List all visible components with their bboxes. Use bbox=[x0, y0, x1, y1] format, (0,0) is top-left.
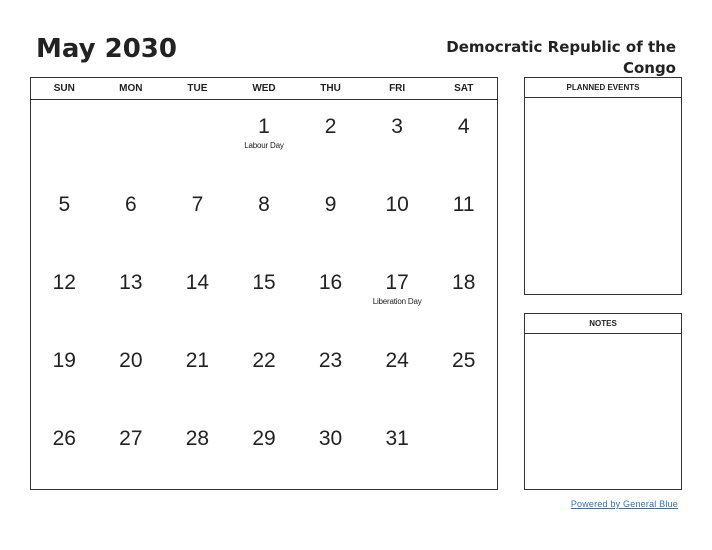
day-cell bbox=[164, 256, 231, 334]
day-number: 13 bbox=[119, 271, 143, 294]
page-title: May 2030 bbox=[36, 34, 177, 64]
day-cell bbox=[430, 334, 497, 412]
day-cell bbox=[164, 100, 231, 178]
day-number: 15 bbox=[252, 271, 276, 294]
day-cell bbox=[31, 178, 98, 256]
holiday-label: Labour Day bbox=[244, 141, 284, 150]
day-number: 28 bbox=[185, 427, 210, 450]
notes-panel bbox=[524, 313, 682, 490]
day-number: 31 bbox=[385, 427, 409, 450]
weekday-label: TUE bbox=[187, 83, 208, 94]
day-number: 14 bbox=[185, 271, 210, 294]
weekday-label: WED bbox=[252, 83, 276, 94]
day-number: 16 bbox=[318, 271, 343, 294]
day-number: 10 bbox=[385, 193, 409, 216]
day-number: 9 bbox=[324, 193, 337, 216]
day-number: 3 bbox=[391, 115, 403, 138]
day-cell bbox=[364, 178, 431, 256]
day-number: 20 bbox=[119, 349, 143, 372]
day-cell bbox=[297, 100, 364, 178]
day-number: 7 bbox=[191, 193, 204, 216]
weekday-label: FRI bbox=[389, 83, 406, 94]
country-name: Democratic Republic of the Congo bbox=[446, 38, 676, 77]
day-cell bbox=[430, 256, 497, 334]
day-number: 5 bbox=[58, 193, 71, 216]
weekday-label: SUN bbox=[53, 83, 75, 94]
day-cell bbox=[98, 334, 165, 412]
day-cell bbox=[364, 100, 431, 178]
day-cell bbox=[364, 412, 431, 490]
day-cell bbox=[430, 178, 497, 256]
day-cell bbox=[31, 412, 98, 490]
day-number: 23 bbox=[318, 349, 343, 372]
day-cell bbox=[98, 412, 165, 490]
planned-events-panel bbox=[524, 77, 682, 295]
calendar-grid bbox=[30, 77, 498, 490]
day-cell bbox=[31, 334, 98, 412]
day-number: 1 bbox=[258, 115, 270, 138]
powered-by-link[interactable]: Powered by General Blue bbox=[570, 499, 678, 509]
weekday-label: THU bbox=[320, 83, 341, 94]
day-cell bbox=[231, 256, 298, 334]
day-number: 24 bbox=[385, 349, 409, 372]
day-cell bbox=[98, 256, 165, 334]
day-cell bbox=[98, 178, 165, 256]
weekday-label: SAT bbox=[454, 83, 474, 94]
day-number: 17 bbox=[385, 271, 409, 294]
day-cell bbox=[231, 100, 298, 178]
weekday-label: MON bbox=[119, 83, 143, 94]
day-cell bbox=[297, 412, 364, 490]
day-number: 27 bbox=[119, 427, 143, 450]
day-cell bbox=[430, 412, 497, 490]
holiday-label: Liberation Day bbox=[372, 297, 422, 306]
day-number: 12 bbox=[52, 271, 76, 294]
day-number: 8 bbox=[258, 193, 270, 216]
day-cell bbox=[231, 334, 298, 412]
day-number: 6 bbox=[125, 193, 137, 216]
day-cell bbox=[297, 256, 364, 334]
day-cell bbox=[430, 100, 497, 178]
day-cell bbox=[164, 334, 231, 412]
day-cell bbox=[364, 334, 431, 412]
day-number: 25 bbox=[452, 349, 476, 372]
day-cells bbox=[31, 100, 497, 490]
day-cell bbox=[164, 178, 231, 256]
day-cell bbox=[364, 256, 431, 334]
notes-heading: NOTES bbox=[525, 314, 681, 334]
day-number: 21 bbox=[185, 349, 210, 372]
day-number: 11 bbox=[452, 193, 475, 216]
day-number: 4 bbox=[457, 115, 470, 138]
day-number: 19 bbox=[52, 349, 76, 372]
day-cell bbox=[231, 412, 298, 490]
weekday-header bbox=[31, 78, 497, 100]
day-number: 29 bbox=[252, 427, 276, 450]
day-number: 26 bbox=[52, 427, 76, 450]
day-cell bbox=[31, 256, 98, 334]
day-cell bbox=[98, 100, 165, 178]
day-number: 2 bbox=[324, 115, 337, 138]
day-cell bbox=[231, 178, 298, 256]
day-cell bbox=[31, 100, 98, 178]
day-number: 30 bbox=[318, 427, 343, 450]
day-number: 18 bbox=[452, 271, 476, 294]
day-cell bbox=[164, 412, 231, 490]
planned-events-heading: PLANNED EVENTS bbox=[525, 78, 681, 98]
day-cell bbox=[297, 334, 364, 412]
day-number: 22 bbox=[252, 349, 276, 372]
day-cell bbox=[297, 178, 364, 256]
